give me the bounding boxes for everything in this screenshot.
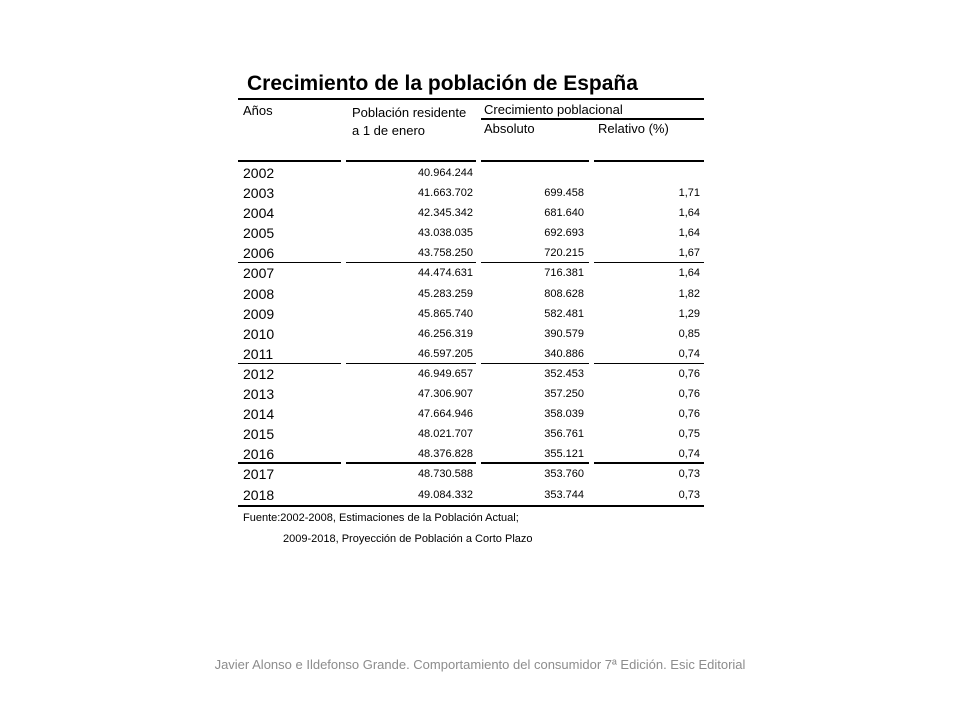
source-note <box>238 508 704 549</box>
table-row <box>238 364 704 384</box>
cell-year: 2016 <box>243 446 275 463</box>
document-page <box>238 70 704 549</box>
cell-year: 2007 <box>243 265 275 282</box>
table-row <box>238 384 704 404</box>
cell-relative: 0,75 <box>678 428 700 441</box>
cell-year: 2013 <box>243 386 275 403</box>
table-row <box>238 404 704 424</box>
table-row <box>238 223 704 243</box>
cell-population: 40.964.244 <box>417 167 473 179</box>
cell-absolute: 681.640 <box>544 207 584 220</box>
cell-relative: 0,85 <box>678 327 700 340</box>
table-row <box>238 284 704 304</box>
table-row <box>238 444 704 464</box>
cell-population: 45.283.259 <box>417 287 473 300</box>
header-population: Población residente a 1 de enero <box>352 105 467 138</box>
cell-population: 48.730.588 <box>417 468 473 481</box>
cell-year: 2015 <box>243 426 275 443</box>
page-title: Crecimiento de la población de España <box>247 72 638 95</box>
cell-absolute: 353.760 <box>544 468 584 481</box>
cell-population: 47.306.907 <box>417 388 473 401</box>
cell-year: 2005 <box>243 225 275 242</box>
table-row <box>238 485 704 505</box>
footer-citation: Javier Alonso e Ildefonso Grande. Comportamiento del consumidor 7ª Edición. Esic Editorial <box>214 657 746 672</box>
cell-relative: 0,76 <box>678 388 700 401</box>
cell-absolute: 358.039 <box>544 408 584 421</box>
cell-population: 49.084.332 <box>417 488 473 501</box>
cell-relative: 1,64 <box>678 207 700 220</box>
cell-absolute: 357.250 <box>544 388 584 401</box>
header-rule <box>238 160 341 162</box>
cell-year: 2004 <box>243 205 275 222</box>
cell-population: 43.758.250 <box>417 247 473 260</box>
header-years: Años <box>243 103 273 118</box>
header-growth-group: Crecimiento poblacional <box>484 102 623 117</box>
cell-population: 42.345.342 <box>417 207 473 220</box>
cell-relative: 1,29 <box>678 307 700 320</box>
cell-absolute: 699.458 <box>544 187 584 200</box>
cell-relative: 1,64 <box>678 267 700 280</box>
cell-relative: 0,74 <box>678 347 700 360</box>
cell-year: 2018 <box>243 486 275 503</box>
cell-year: 2006 <box>243 245 275 262</box>
cell-population: 46.597.205 <box>417 347 473 360</box>
table-row <box>238 304 704 324</box>
header-rule <box>346 160 476 162</box>
cell-absolute: 716.381 <box>544 267 584 280</box>
cell-absolute: 340.886 <box>544 347 584 360</box>
cell-year: 2012 <box>243 365 275 382</box>
cell-population: 43.038.035 <box>417 227 473 240</box>
cell-population: 46.256.319 <box>417 327 473 340</box>
cell-population: 41.663.702 <box>417 187 473 200</box>
cell-absolute: 390.579 <box>544 327 584 340</box>
header-absolute: Absoluto <box>484 121 535 136</box>
table-header <box>238 100 704 162</box>
cell-relative: 1,82 <box>678 287 700 300</box>
source-line-1: Fuente:2002-2008, Estimaciones de la Población Actual; <box>243 511 519 524</box>
cell-year: 2011 <box>243 345 274 362</box>
cell-absolute: 356.761 <box>544 428 584 441</box>
table-row <box>238 163 704 183</box>
source-line-2: 2009-2018, Proyección de Población a Corto Plazo <box>283 532 533 545</box>
cell-absolute: 353.744 <box>544 488 584 501</box>
cell-absolute: 582.481 <box>544 307 584 320</box>
cell-absolute: 808.628 <box>544 287 584 300</box>
table-row <box>238 263 704 283</box>
cell-absolute: 352.453 <box>544 367 584 380</box>
table-row <box>238 324 704 344</box>
cell-absolute: 355.121 <box>544 448 584 461</box>
cell-relative: 1,64 <box>678 227 700 240</box>
cell-year: 2002 <box>243 165 275 181</box>
table-row <box>238 344 704 364</box>
cell-population: 47.664.946 <box>417 408 473 421</box>
cell-relative: 1,67 <box>678 247 700 260</box>
cell-population: 46.949.657 <box>417 367 473 380</box>
cell-year: 2017 <box>243 466 275 483</box>
header-rule <box>481 160 589 162</box>
cell-relative: 1,71 <box>678 187 700 200</box>
cell-relative: 0,73 <box>678 468 700 481</box>
header-relative: Relativo (%) <box>598 121 669 136</box>
cell-year: 2010 <box>243 325 275 342</box>
cell-year: 2008 <box>243 285 275 302</box>
table-row <box>238 424 704 444</box>
table-bottom-rule <box>238 505 704 507</box>
cell-population: 48.376.828 <box>417 448 473 461</box>
cell-relative: 0,73 <box>678 488 700 501</box>
cell-year: 2003 <box>243 185 275 202</box>
header-rule <box>594 160 704 162</box>
cell-relative: 0,76 <box>678 367 700 380</box>
table-row <box>238 464 704 484</box>
table-row <box>238 243 704 263</box>
cell-population: 45.865.740 <box>417 307 473 320</box>
table-row <box>238 183 704 203</box>
cell-absolute: 692.693 <box>544 227 584 240</box>
cell-year: 2009 <box>243 305 275 322</box>
cell-population: 48.021.707 <box>417 428 473 441</box>
table-row <box>238 203 704 223</box>
cell-population: 44.474.631 <box>417 267 473 280</box>
cell-relative: 0,76 <box>678 408 700 421</box>
cell-year: 2014 <box>243 406 275 423</box>
cell-relative: 0,74 <box>678 448 700 461</box>
cell-absolute: 720.215 <box>544 247 584 260</box>
table-body <box>238 163 704 505</box>
